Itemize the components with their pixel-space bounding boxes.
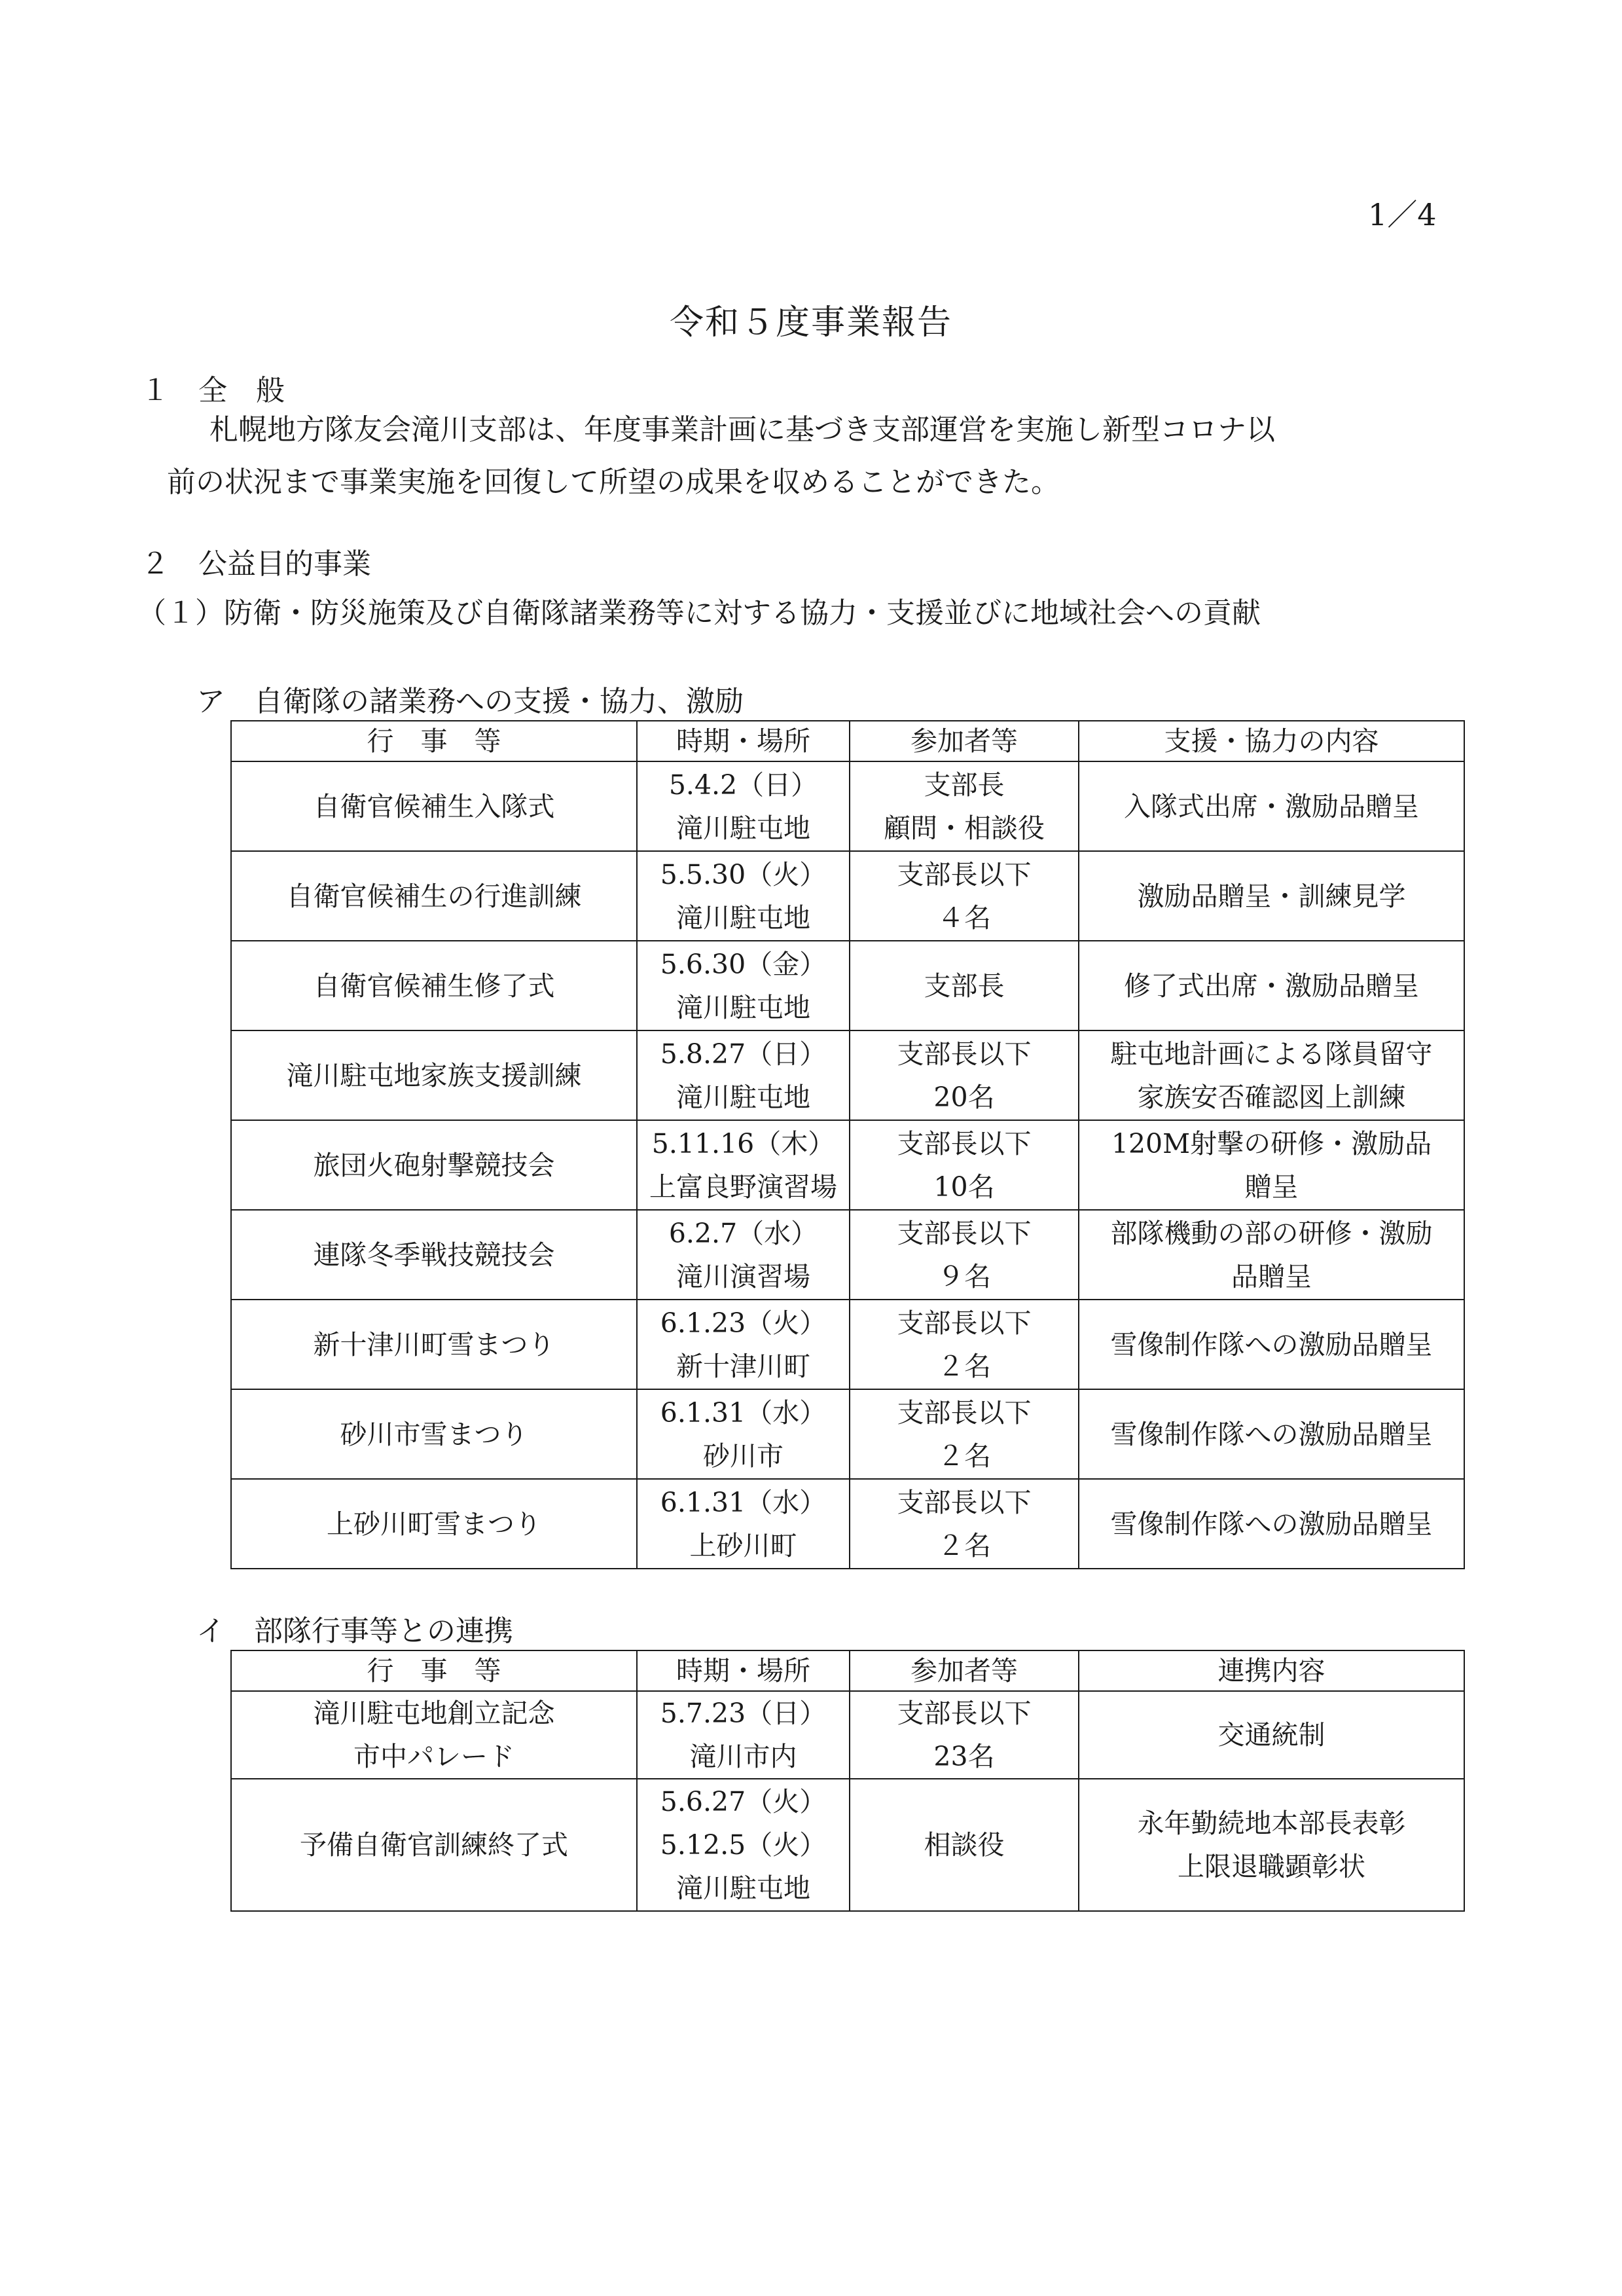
row-content-line: 入隊式出席・激励品贈呈 [1124,790,1419,822]
section2-item1: （１）防衛・防災施策及び自衛隊諸業務等に対する協力・支援並びに地域社会への貢献 [137,596,1261,630]
row-who [850,1779,1079,1911]
table-row [231,851,1464,941]
row-who-line: 顧問・相談役 [884,812,1045,844]
table-row [231,1120,1464,1210]
row-when-date: 5.12.5（火） [660,1829,827,1861]
row-when-place: 滝川駐屯地 [676,1081,810,1113]
table-a-header [231,721,1464,761]
row-content [1079,1691,1464,1779]
row-who [850,941,1079,1030]
row-who [850,1210,1079,1300]
row-event: 滝川駐屯地家族支援訓練 [231,1030,637,1120]
table-row [231,1779,1464,1911]
row-content [1079,851,1464,941]
row-content [1079,1300,1464,1389]
row-when-place: 上砂川町 [689,1529,797,1561]
row-when-place: 滝川駐屯地 [676,902,810,934]
row-who-line: 相談役 [924,1829,1005,1861]
table-row [231,761,1464,851]
row-who-line: 支部長以下 [897,1307,1032,1339]
row-content [1079,1210,1464,1300]
row-content-line: 雪像制作隊への激励品贈呈 [1110,1418,1433,1450]
row-event: 上砂川町雪まつり [231,1479,637,1569]
row-content-line: 贈呈 [1244,1171,1299,1203]
row-when-date: 5.7.23（日） [660,1698,827,1729]
page-number: 1／4 [1368,197,1437,232]
row-content-line: 激励品贈呈・訓練見学 [1137,880,1406,912]
row-when-place: 滝川駐屯地 [676,1872,810,1904]
row-content-line: 120M射撃の研修・激励品 [1111,1127,1432,1159]
row-content [1079,1030,1464,1120]
row-who-line: 支部長以下 [897,858,1032,890]
table-row [231,1691,1464,1779]
row-when-date: 6.1.31（水） [660,1396,827,1429]
row-who [850,761,1079,851]
row-who [850,1691,1079,1779]
row-content-line: 品贈呈 [1231,1260,1312,1292]
table-b-heading: イ 部隊行事等との連携 [196,1614,513,1648]
table-row [231,1030,1464,1120]
row-content [1079,1479,1464,1569]
row-content-line: 駐屯地計画による隊員留守 [1110,1038,1433,1070]
row-who-line: 10名 [933,1171,995,1203]
row-when-place: 滝川演習場 [676,1260,810,1292]
row-who [850,1030,1079,1120]
section1-heading: １ 全 般 [141,374,285,407]
row-event [231,1779,637,1911]
row-content-line: 家族安否確認図上訓練 [1137,1081,1406,1113]
row-event: 自衛官候補生修了式 [231,941,637,1030]
row-who-line: 支部長 [924,769,1005,801]
row-content-line: 雪像制作隊への激励品贈呈 [1110,1508,1433,1540]
row-who [850,1389,1079,1479]
section1-line-2: 前の状況まで事業実施を回復して所望の成果を収めることができた。 [167,465,1060,499]
row-content [1079,941,1464,1030]
row-content-line: 修了式出席・激励品贈呈 [1124,970,1419,1002]
row-who-line: 支部長以下 [897,1038,1032,1070]
section1-line-1: 札幌地方隊友会滝川支部は、年度事業計画に基づき支部運営を実施し新型コロナ以 [209,413,1275,446]
table-row [231,1210,1464,1300]
row-event-line: 市中パレード [353,1741,514,1772]
row-who-line: 支部長以下 [897,1217,1032,1249]
table-b-col-event: 行 事 等 [231,1650,637,1691]
row-event: 連隊冬季戦技競技会 [231,1210,637,1300]
row-event: 新十津川町雪まつり [231,1300,637,1389]
row-when-date: 5.6.27（火） [660,1786,827,1817]
row-who [850,1120,1079,1210]
row-content [1079,1389,1464,1479]
row-who-line: 23名 [933,1741,995,1772]
row-who-line: ２名 [937,1440,991,1472]
row-who-line: 支部長以下 [897,1486,1032,1518]
row-when [637,1300,850,1389]
row-content [1079,1120,1464,1210]
row-event [231,1691,637,1779]
table-row [231,1389,1464,1479]
table-a-col-when: 時期・場所 [637,721,850,761]
row-when-date: 5.11.16（木） [651,1127,835,1159]
row-when-date: 6.1.31（水） [660,1486,827,1518]
row-content-line: 上限退職顕彰状 [1178,1851,1365,1882]
row-when-place: 新十津川町 [676,1350,810,1382]
row-when [637,1779,850,1911]
row-who [850,1300,1079,1389]
row-who-line: 支部長 [924,970,1005,1002]
row-when-date: 5.8.27（日） [660,1038,827,1070]
row-event-line: 滝川駐屯地創立記念 [313,1698,555,1729]
page-title: 令和５度事業報告 [669,303,952,342]
row-who-line: ２名 [937,1529,991,1561]
row-when [637,1389,850,1479]
row-content-line: 部隊機動の部の研修・激励 [1110,1217,1433,1249]
table-row [231,1300,1464,1389]
row-when-date: 6.2.7（水） [668,1217,818,1249]
row-when [637,941,850,1030]
table-a-heading: ア 自衛隊の諸業務への支援・協力、激励 [196,685,744,718]
table-b-col-who: 参加者等 [850,1650,1079,1691]
row-who [850,1479,1079,1569]
row-event: 自衛官候補生の行進訓練 [231,851,637,941]
row-when [637,1691,850,1779]
table-b [230,1650,1465,1912]
row-who-line: ９名 [937,1260,991,1292]
table-b-col-content: 連携内容 [1079,1650,1464,1691]
row-when-date: 5.5.30（火） [660,858,827,890]
row-who-line: ２名 [937,1350,991,1382]
row-who-line: 支部長以下 [897,1396,1032,1429]
row-when-place: 砂川市 [703,1440,784,1472]
table-a-col-who: 参加者等 [850,721,1079,761]
row-who-line: ４名 [937,902,991,934]
table-a-col-event: 行 事 等 [231,721,637,761]
row-content-line: 雪像制作隊への激励品贈呈 [1110,1328,1433,1360]
table-a [230,720,1465,1569]
row-when [637,1030,850,1120]
row-content-line: 交通統制 [1217,1719,1325,1751]
row-who-line: 支部長以下 [897,1127,1032,1159]
table-row [231,941,1464,1030]
row-event: 砂川市雪まつり [231,1389,637,1479]
row-event: 旅団火砲射撃競技会 [231,1120,637,1210]
row-when-place: 上富良野演習場 [649,1171,837,1203]
table-row [231,1479,1464,1569]
row-content-line: 永年勤続地本部長表彰 [1137,1808,1406,1839]
row-who-line: 20名 [933,1081,995,1113]
row-event-line: 予備自衛官訓練終了式 [300,1829,568,1861]
table-b-header [231,1650,1464,1691]
row-who [850,851,1079,941]
table-a-col-content: 支援・協力の内容 [1079,721,1464,761]
section2-heading: ２ 公益目的事業 [141,547,371,581]
row-when-place: 滝川市内 [689,1741,797,1772]
row-when-place: 滝川駐屯地 [676,812,810,844]
row-when-place: 滝川駐屯地 [676,991,810,1023]
row-when-date: 6.1.23（火） [660,1307,827,1339]
row-when [637,761,850,851]
table-b-col-when: 時期・場所 [637,1650,850,1691]
row-content [1079,761,1464,851]
row-when [637,1120,850,1210]
row-when [637,851,850,941]
row-when-date: 5.4.2（日） [668,769,818,801]
row-who-line: 支部長以下 [897,1698,1032,1729]
row-when [637,1210,850,1300]
row-when [637,1479,850,1569]
row-content [1079,1779,1464,1911]
row-event: 自衛官候補生入隊式 [231,761,637,851]
row-when-date: 5.6.30（金） [660,948,827,980]
